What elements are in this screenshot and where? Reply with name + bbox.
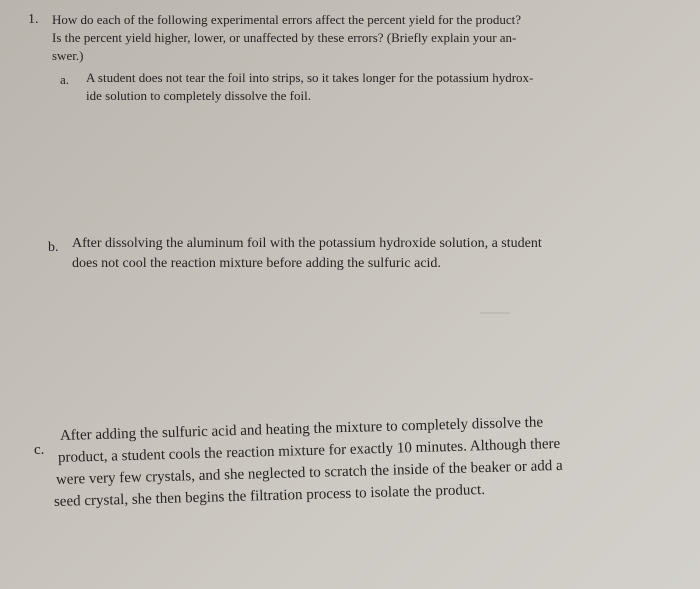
question-number: 1.: [28, 12, 39, 27]
part-c-text-line: seed crystal, she then begins the filtration process to isolate the product.: [53, 481, 486, 510]
part-c-letter: c.: [34, 442, 45, 458]
question-text-line: How do each of the following experimental errors affect the percent yield for the product?: [52, 12, 522, 27]
part-a-text-line: ide solution to completely dissolve the foil.: [86, 88, 311, 103]
part-c-text-line: product, a student cools the reaction mixture for exactly 10 minutes. Although there: [57, 435, 561, 466]
part-b-text-line: does not cool the reaction mixture before adding the sulfuric acid.: [72, 256, 441, 271]
part-c-text-line: After adding the sulfuric acid and heating the mixture to completely dissolve the: [59, 414, 544, 444]
question-text-line: swer.): [52, 48, 84, 63]
pencil-smudge: [486, 410, 510, 419]
part-b-letter: b.: [48, 240, 59, 255]
part-a-letter: a.: [60, 72, 70, 87]
part-b-text-line: After dissolving the aluminum foil with the potassium hydroxide solution, a student: [72, 236, 542, 251]
pencil-smudge: [480, 312, 510, 314]
part-a-text-line: A student does not tear the foil into strips, so it takes longer for the potassium hydrox-: [86, 70, 534, 85]
question-text-line: Is the percent yield higher, lower, or unaffected by these errors? (Briefly explain your an-: [52, 30, 517, 45]
part-c-text-line: were very few crystals, and she neglected to scratch the inside of the beaker or add a: [55, 457, 563, 488]
